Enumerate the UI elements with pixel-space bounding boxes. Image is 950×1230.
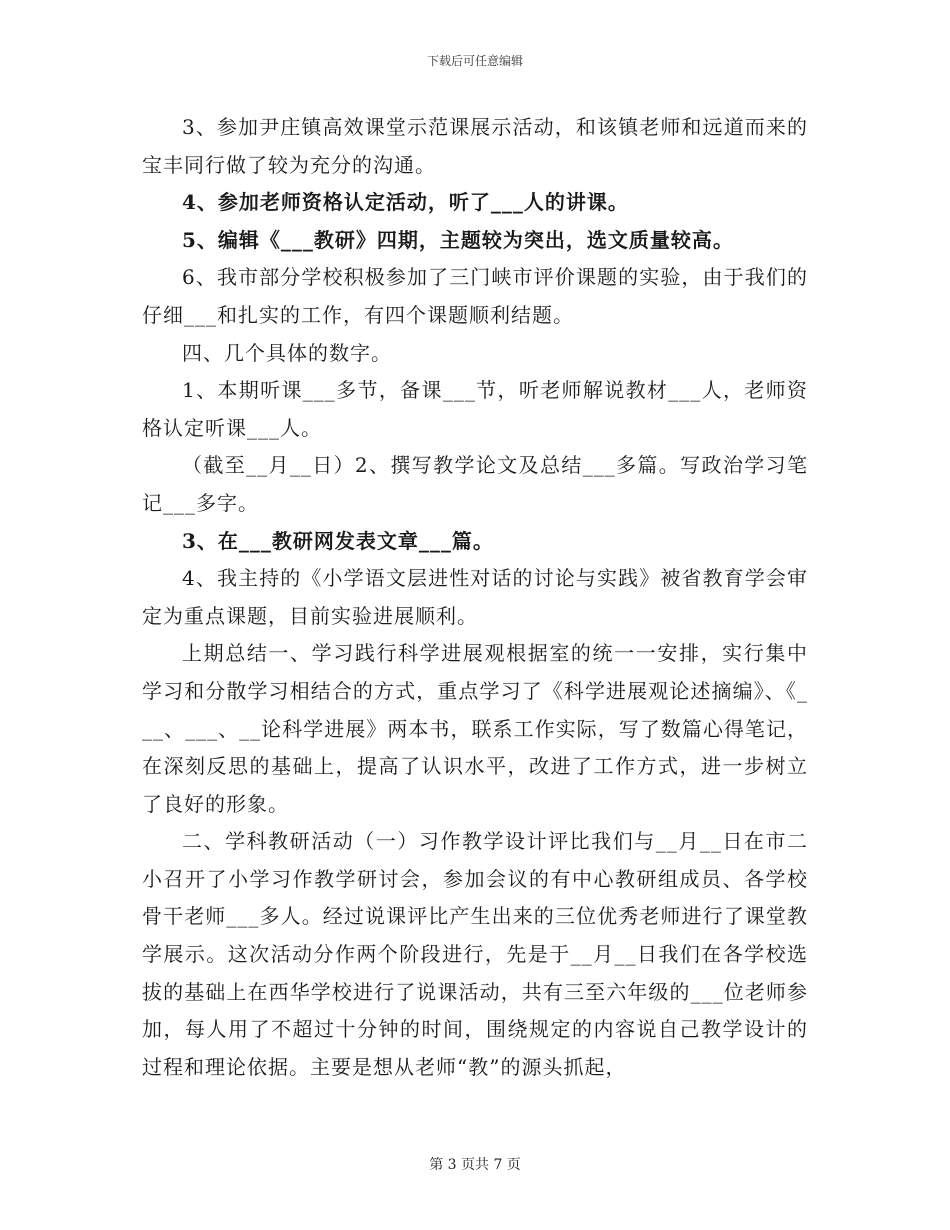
page-header: 下载后可任意编辑 xyxy=(426,54,523,68)
paragraph-10: 上期总结一、学习践行科学进展观根据室的统一一安排，实行集中学习和分散学习相结合的方式，重点学习了《科学进展观论述摘编》、《___、___、__论科学进展》两本书，联系工作实际，写了数篇心得笔记，在深刻反思的基础上，提高了认识水平，改进了工作方式，进一步树立了良好的形象。 xyxy=(142,641,808,816)
paragraph-6: 1、本期听课___多节，备课___节，听老师解说教材___人，老师资格认定听课___人。 xyxy=(142,378,808,440)
page-footer: 第 3 页共 7 页 xyxy=(429,1157,521,1173)
paragraph-3: 5、编辑《___教研》四期，主题较为突出，选文质量较高。 xyxy=(182,227,734,252)
section-heading-numbers: 四、几个具体的数字。 xyxy=(182,340,392,365)
paragraph-11: 二、学科教研活动（一）习作教学设计评比我们与__月__日在市二小召开了小学习作教学研讨会，参加会议的有中心教研组成员、各学校骨干老师___多人。经过说课评比产生出来的三位优秀老师进行了课堂教学展示。这次活动分作两个阶段进行，先是于__月__日我们在各学校选拔的基础上在西华学校进行了说课活动，共有三至六年级的___位老师参加，每人用了不超过十分钟的时间，围绕规定的内容说自己教学设计的过程和理论依据。主要是想从老师“教”的源头抓起， xyxy=(142,829,808,1079)
document-body xyxy=(142,109,808,1086)
paragraph-1: 3、参加尹庄镇高效课堂示范课展示活动，和该镇老师和远道而来的宝丰同行做了较为充分的沟通。 xyxy=(142,115,808,177)
paragraph-4: 6、我市部分学校积极参加了三门峡市评价课题的实验，由于我们的仔细___和扎实的工作，有四个课题顺利结题。 xyxy=(142,265,808,327)
paragraph-9: 4、我主持的《小学语文层进性对话的讨论与实践》被省教育学会审定为重点课题，目前实验进展顺利。 xyxy=(142,566,808,628)
paragraph-8: 3、在___教研网发表文章___篇。 xyxy=(182,528,494,553)
paragraph-7: （截至__月__日）2、撰写教学论文及总结___多篇。写政治学习笔记___多字。 xyxy=(142,453,808,515)
paragraph-2: 4、参加老师资格认定活动，听了___人的讲课。 xyxy=(182,190,629,215)
